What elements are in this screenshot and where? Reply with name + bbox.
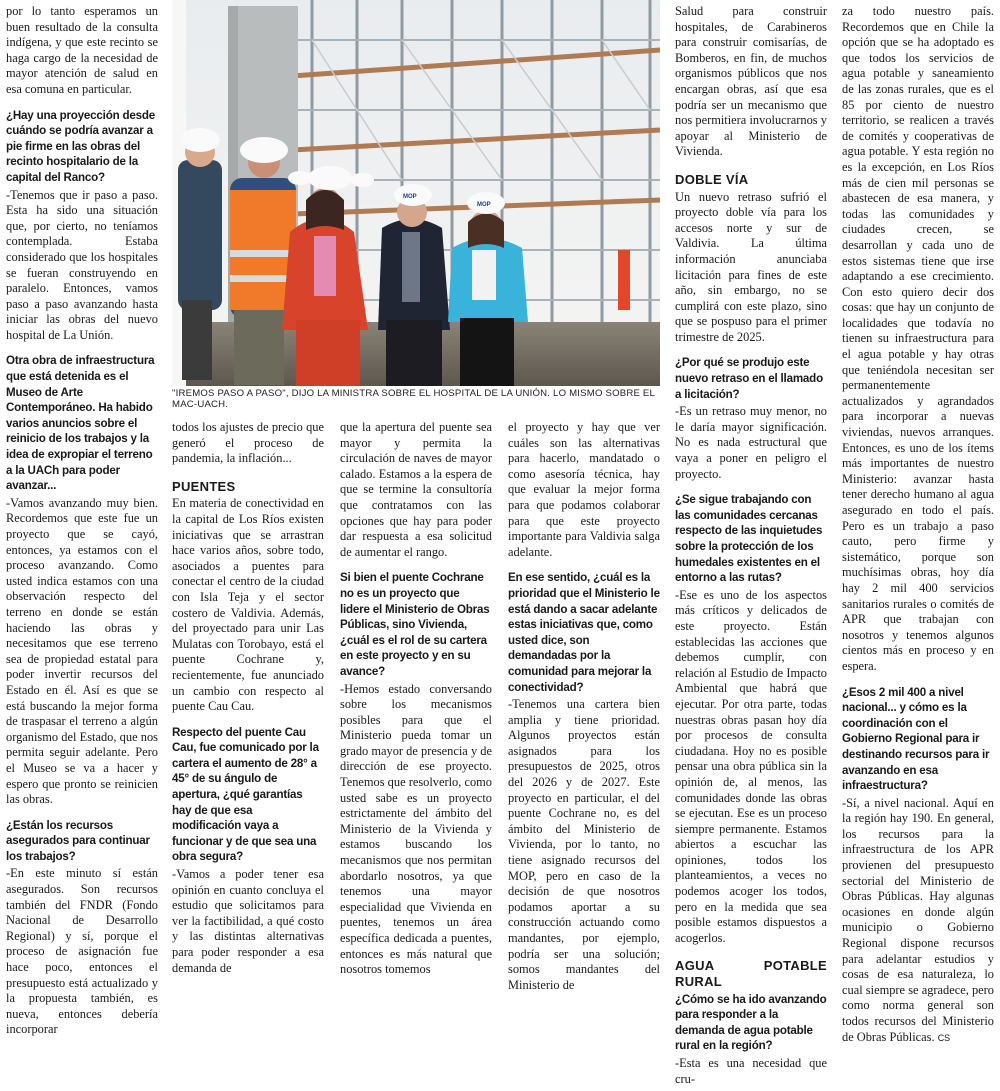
paragraph: el proyecto y hay que ver cuáles son las alternativas para hacerlo, mandatado o como asesoría técnica, hay que evaluar la mejor forma para que podamos colaborar para que este proyecto importante para Valdivia salga adelante. <box>508 420 660 559</box>
answer: -Vamos avanzando muy bien. Recordemos que este fue un proyecto que se cayó, entonces, ya estamos con el proceso avanzando. Como usted indica estamos con una observación respecto del terreno en donde se están haciendo las obras y necesitamos que ese terreno sea de propiedad estatal para poder invertir recursos del Estado en él. Así es que se está buscando la mejor forma de traspasar el terreno a algún organismo del Estado, que nos permita seguir adelante. Pero el Museo se va a hacer y espero que pronto se reinicien las obras. <box>6 495 158 807</box>
helmet-label: MOP <box>403 194 417 200</box>
qa-block <box>6 818 158 1038</box>
paragraph: za todo nuestro país. Recordemos que en Chile la opción que se ha adoptado es que todos los servicios de agua potable y saneamiento de las zonas rurales, que es el 85 por ciento de nuestro territorio, se realicen a través de comités y cooperativas de agua potable. Y esta región no es la excepción, en Los Ríos más de cien mil personas se abastecen de esa manera, y todas las comunidades y ciudades crecen, se desarrollan y cada uno de estos sistemas tiene que irse adaptando a ese crecimiento. Con esto quiero decir dos cosas: que hay un conjunto de localidades que todavía no tienen su infraestructura para el agua potable y hay otras que teniéndola necesitan ser permanentemente actualizados y agrandados para incorporar a nuevas viviendas, nuevos arranques. Entonces, es uno de los ítems más importantes de nuestro Ministerio: avanzar hasta tener derecho humano al agua asegurado en todo el país. Pero es un trabajo a paso cauto, pero firme y sistemático, porque son muchísimas obras, hoy día hay 2 mil 400 servicios sanitarios rurales o comités de APR que trabajan con nosotros y tenemos algunos cientos más en proceso y en espera. <box>842 4 994 673</box>
section-heading: AGUA POTABLE RURAL <box>675 958 827 990</box>
qa-block <box>6 353 158 807</box>
paragraph: por lo tanto esperamos un buen resultado de la consulta indígena, y que este recinto se haga cargo de la necesidad de mayor atención de salud en esa comuna en particular. <box>6 4 158 96</box>
paragraph: En materia de conectividad en la capital de Los Ríos existen iniciativas que se arrastran hace varios años, sobre todo, asociados a puentes para conectar el centro de la ciudad con Isla Teja y el sector costero de Valdivia. Además, del proyectado para unir Las Mulatas con Torobayo, está el puente Cochrane y, recientemente, fue anunciado un cambio con respecto al puente Cau Cau. <box>172 496 324 714</box>
end-mark: CS <box>937 1032 951 1043</box>
answer: -Tenemos una cartera bien amplia y tiene prioridad. Algunos proyectos están asignados para los presupuestos de 2025, otros del 2026 y de 2027. Este proyecto en particular, el del puente Cochrane no, es del ámbito del Ministerio de Vivienda, por lo tanto, no tiene asignado recursos del MOP, pero en caso de la decisión de que nosotros podamos aportar a su construcción actuando como mandantes, por ejemplo, podría ser una solución; somos mandantes del Ministerio de <box>508 697 660 992</box>
answer: -Vamos a poder tener esa opinión en cuanto concluya el estudio que solicitamos para ver la factibilidad, a qué costo y las distintas alternativas para poder responder a esa demanda de <box>172 867 324 975</box>
article-column-2 <box>172 420 324 980</box>
answer: -Ese es uno de los aspectos más críticos y delicados de este proyecto. Están establecidas las acciones que debemos cumplir, con relación al Estudio de Impacto Ambiental que habrá que ejecutar. Por otra parte, todas nuestras obras pasan hoy día por procesos de consulta ciudadana. Hoy no es posible pensar una obra pública sin la opinión de, al menos, las comunidades donde las obras se ejecutan. Ese es un proceso siempre permanente. Estamos abiertos a escuchar las opiniones, todos los planteamientos, a veces no podemos acoger los todos, pero en la medida que sea posible estamos dispuestos a acogerlos. <box>675 587 827 945</box>
answer: -Esta es una necesidad que cru- <box>675 1056 827 1086</box>
question: ¿Hay una proyección desde cuándo se podría avanzar a pie firme en las obras del recinto hospitalario de la capital del Ranco? <box>6 108 155 184</box>
construction-site-photo <box>172 0 660 386</box>
question: ¿Se sigue trabajando con las comunidades cercanas respecto de las inquietudes sobre la protección de los humedales existentes en el entorno a las rutas? <box>675 493 823 585</box>
question: Otra obra de infraestructura que está detenida es el Museo de Arte Contemporáneo. Ha habido varios anuncios sobre el reinicio de los trabajos y la idea de expropiar el terreno a la UACh para poder avanzar... <box>6 354 155 493</box>
answer: -Tenemos que ir paso a paso. Esta ha sido una situación que, por cierto, no teníamos contemplada. Estaba considerado que los hospitales se fueran construyendo en paralelo. Entonces, vamos paso a paso avanzando hasta iniciar las obras del nuevo hospital de La Unión. <box>6 187 158 342</box>
qa-block <box>6 108 158 344</box>
answer: -Es un retraso muy menor, no le daría mayor significación. No es nada estructural que vaya a poner en peligro el proyecto. <box>675 404 827 481</box>
article-column-4 <box>508 420 660 997</box>
paragraph: Salud para construir hospitales, de Carabineros para construir comisarías, de Bomberos, en fin, de muchos organismos públicos que nos encargan obras, así que esa podría ser un mecanismo que nos permitiera involucrarnos y apoyar al Ministerio de Vivienda. <box>675 4 827 159</box>
answer: -Hemos estado conversando sobre los mecanismos posibles para que el Ministerio pueda tomar un grado mayor de presencia y de dirección de ese proyecto. Tenemos que resolverlo, como usted sabe es un proyecto estrictamente del ámbito del Ministerio de la Vivienda y estamos buscando los mecanismos que nos permitan abordarlo nosotros, ya que tenemos una mayor especialidad que Vivienda en puentes, tenemos un área específica dedicada a puentes, entonces es más natural que nosotros tomemos <box>340 681 492 977</box>
paragraph: todos los ajustes de precio que generó el proceso de pandemia, la inflación... <box>172 420 324 466</box>
article-column-3 <box>340 420 492 982</box>
section-heading: DOBLE VÍA <box>675 171 749 187</box>
paragraph: que la apertura del puente sea mayor y permita la circulación de naves de mayor calado. Estamos a la espera de que se termine la consultoría que contratamos con las opciones que hay para poder dar respuesta a esa solicitud de aumentar el rango. <box>340 420 492 559</box>
question: ¿Esos 2 mil 400 a nivel nacional... y cómo es la coordinación con el Gobierno Regional para ir destinando recursos para ir avanzando en esa infraestructura? <box>842 685 990 793</box>
article-column-5 <box>675 4 827 1091</box>
question: ¿Cómo se ha ido avanzando para responder a la demanda de agua potable rural en la región? <box>675 992 827 1053</box>
photo-caption: "IREMOS PASO A PASO", DIJO LA MINISTRA SOBRE EL HOSPITAL DE LA UNIÓN. LO MISMO SOBRE EL MAC-UACH. <box>172 388 655 410</box>
helmet-label: MOP <box>477 202 491 208</box>
answer: -En este minuto sí están asegurados. Son recursos también del FNDR (Fondo Nacional de Desarrollo Regional) y sí, porque el proceso de asignación fue hace poco, entonces el presupuesto está actualizado y la propuesta también, es nueva, entonces debería incorporar <box>6 866 158 1037</box>
question: ¿Están los recursos asegurados para continuar los trabajos? <box>6 818 150 863</box>
paragraph: Un nuevo retraso sufrió el proyecto doble vía para los accesos norte y sur de Valdivia. La última información anunciaba licitación para fines de este año, sin embargo, no se cumplirá con este plazo, sino que se pospuso para el primer trimestre de 2025. <box>675 189 827 344</box>
photo-illustration <box>172 0 660 386</box>
answer-text: -Sí, a nivel nacional. Aquí en la región hay 190. En general, los recursos para la infraestructura de los APR provienen del presupuesto sectorial del Ministerio de Obras Públicas. Hay algunas ocasiones en donde algún municipio o Gobierno Regional dispone recursos para adelantar estudios y cosas de esa naturaleza, lo cual siempre se agradece, pero como norma general son todos recursos del Ministerio de Obras Públicas. <box>842 795 994 1044</box>
article-column-6 <box>842 4 994 1050</box>
section-heading: PUENTES <box>172 478 236 494</box>
question: Respecto del puente Cau Cau, fue comunicado por la cartera el aumento de 28° a 45° de su ángulo de apertura, ¿qué garantías hay de que esa modificación vaya a funcionar y de que sea una obra segura? <box>172 725 319 864</box>
question: En ese sentido, ¿cuál es la prioridad que el Ministerio le está dando a sacar adelante estas iniciativas que, como usted dice, son demandadas por la comunidad para mejorar la conectividad? <box>508 571 660 694</box>
article-column-1 <box>6 4 158 1042</box>
question: ¿Por qué se produjo este nuevo retraso en el llamado a licitación? <box>675 356 823 401</box>
answer <box>842 796 994 1047</box>
question: Si bien el puente Cochrane no es un proyecto que lidere el Ministerio de Obras Públicas, sino Vivienda, ¿cuál es el rol de su cartera en este proyecto y en su avance? <box>340 571 490 678</box>
